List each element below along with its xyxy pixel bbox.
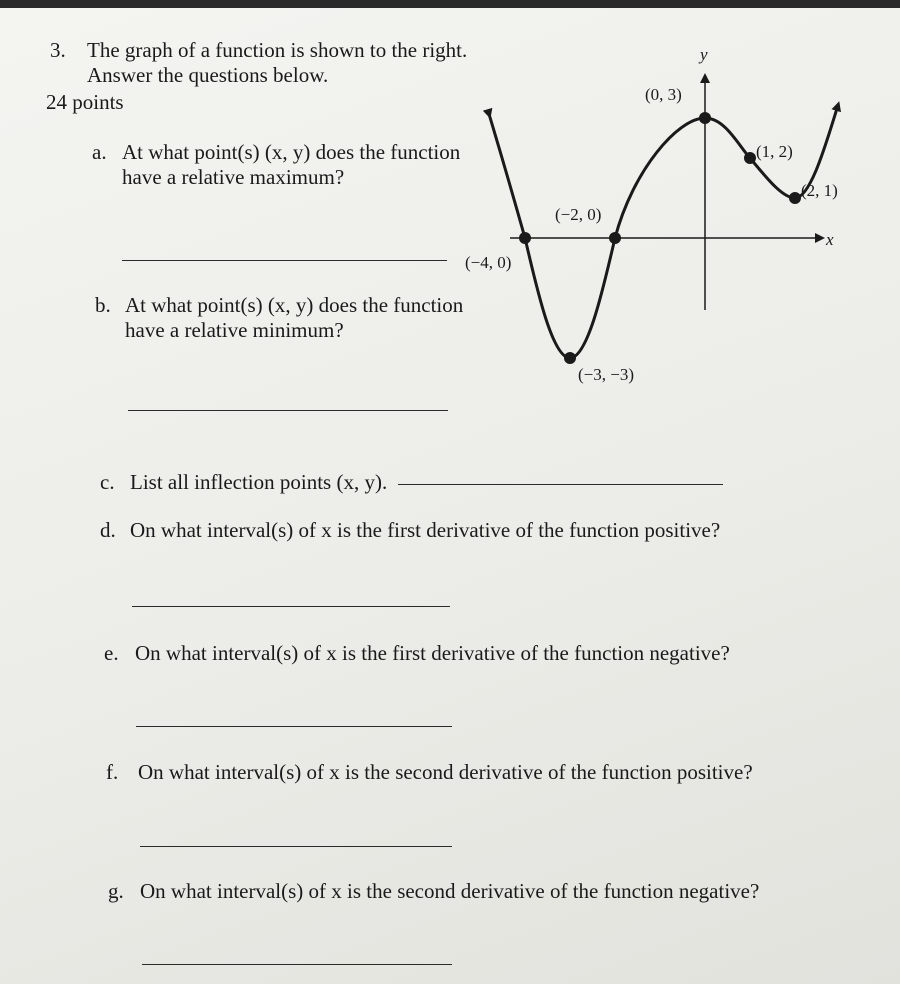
answer-line-f[interactable] [140, 846, 452, 847]
problem-number: 3. [50, 38, 66, 62]
question-e-text: On what interval(s) of x is the first derivative of the function negative? [135, 641, 730, 665]
question-b-line2: have a relative minimum? [125, 318, 344, 342]
question-a-line2: have a relative maximum? [122, 165, 345, 189]
problem-points: 24 points [46, 90, 124, 114]
question-f-text: On what interval(s) of x is the second derivative of the function positive? [138, 760, 753, 784]
problem-statement-line1: The graph of a function is shown to the right. [87, 38, 468, 62]
question-g-text: On what interval(s) of x is the second derivative of the function negative? [140, 879, 760, 903]
graph-point-marker [789, 192, 801, 204]
question-d-letter: d. [100, 518, 116, 542]
graph-point-marker [519, 232, 531, 244]
graph-point-label: (0, 3) [645, 85, 682, 104]
graph-point-label: (−2, 0) [555, 205, 602, 224]
graph-point-label: (2, 1) [801, 181, 838, 200]
graph-point-marker [609, 232, 621, 244]
question-c-text: List all inflection points (x, y). [130, 470, 388, 494]
y-axis-label: y [700, 45, 708, 64]
question-f-letter: f. [106, 760, 119, 784]
graph-point-marker [564, 352, 576, 364]
answer-line-g[interactable] [142, 964, 452, 965]
graph-point-marker [744, 152, 756, 164]
question-d-text: On what interval(s) of x is the first derivative of the function positive? [130, 518, 721, 542]
question-a-letter: a. [92, 140, 107, 164]
answer-line-a[interactable] [122, 260, 447, 261]
answer-line-d[interactable] [132, 606, 450, 607]
graph-point-marker [699, 112, 711, 124]
answer-line-e[interactable] [136, 726, 452, 727]
problem-statement-line2: Answer the questions below. [87, 63, 329, 87]
function-graph [465, 40, 850, 384]
question-b-line1: At what point(s) (x, y) does the function [125, 293, 464, 317]
page-top-edge [0, 0, 900, 8]
question-e-letter: e. [104, 641, 119, 665]
question-c-letter: c. [100, 470, 115, 494]
question-g-letter: g. [108, 879, 124, 903]
answer-line-c[interactable] [398, 484, 723, 485]
question-a-line1: At what point(s) (x, y) does the function [122, 140, 461, 164]
x-axis-label: x [826, 230, 834, 249]
graph-point-label: (1, 2) [756, 142, 793, 161]
question-b-letter: b. [95, 293, 111, 317]
graph-point-label: (−3, −3) [578, 365, 634, 384]
graph-point-label: (−4, 0) [465, 253, 512, 272]
answer-line-b[interactable] [128, 410, 448, 411]
